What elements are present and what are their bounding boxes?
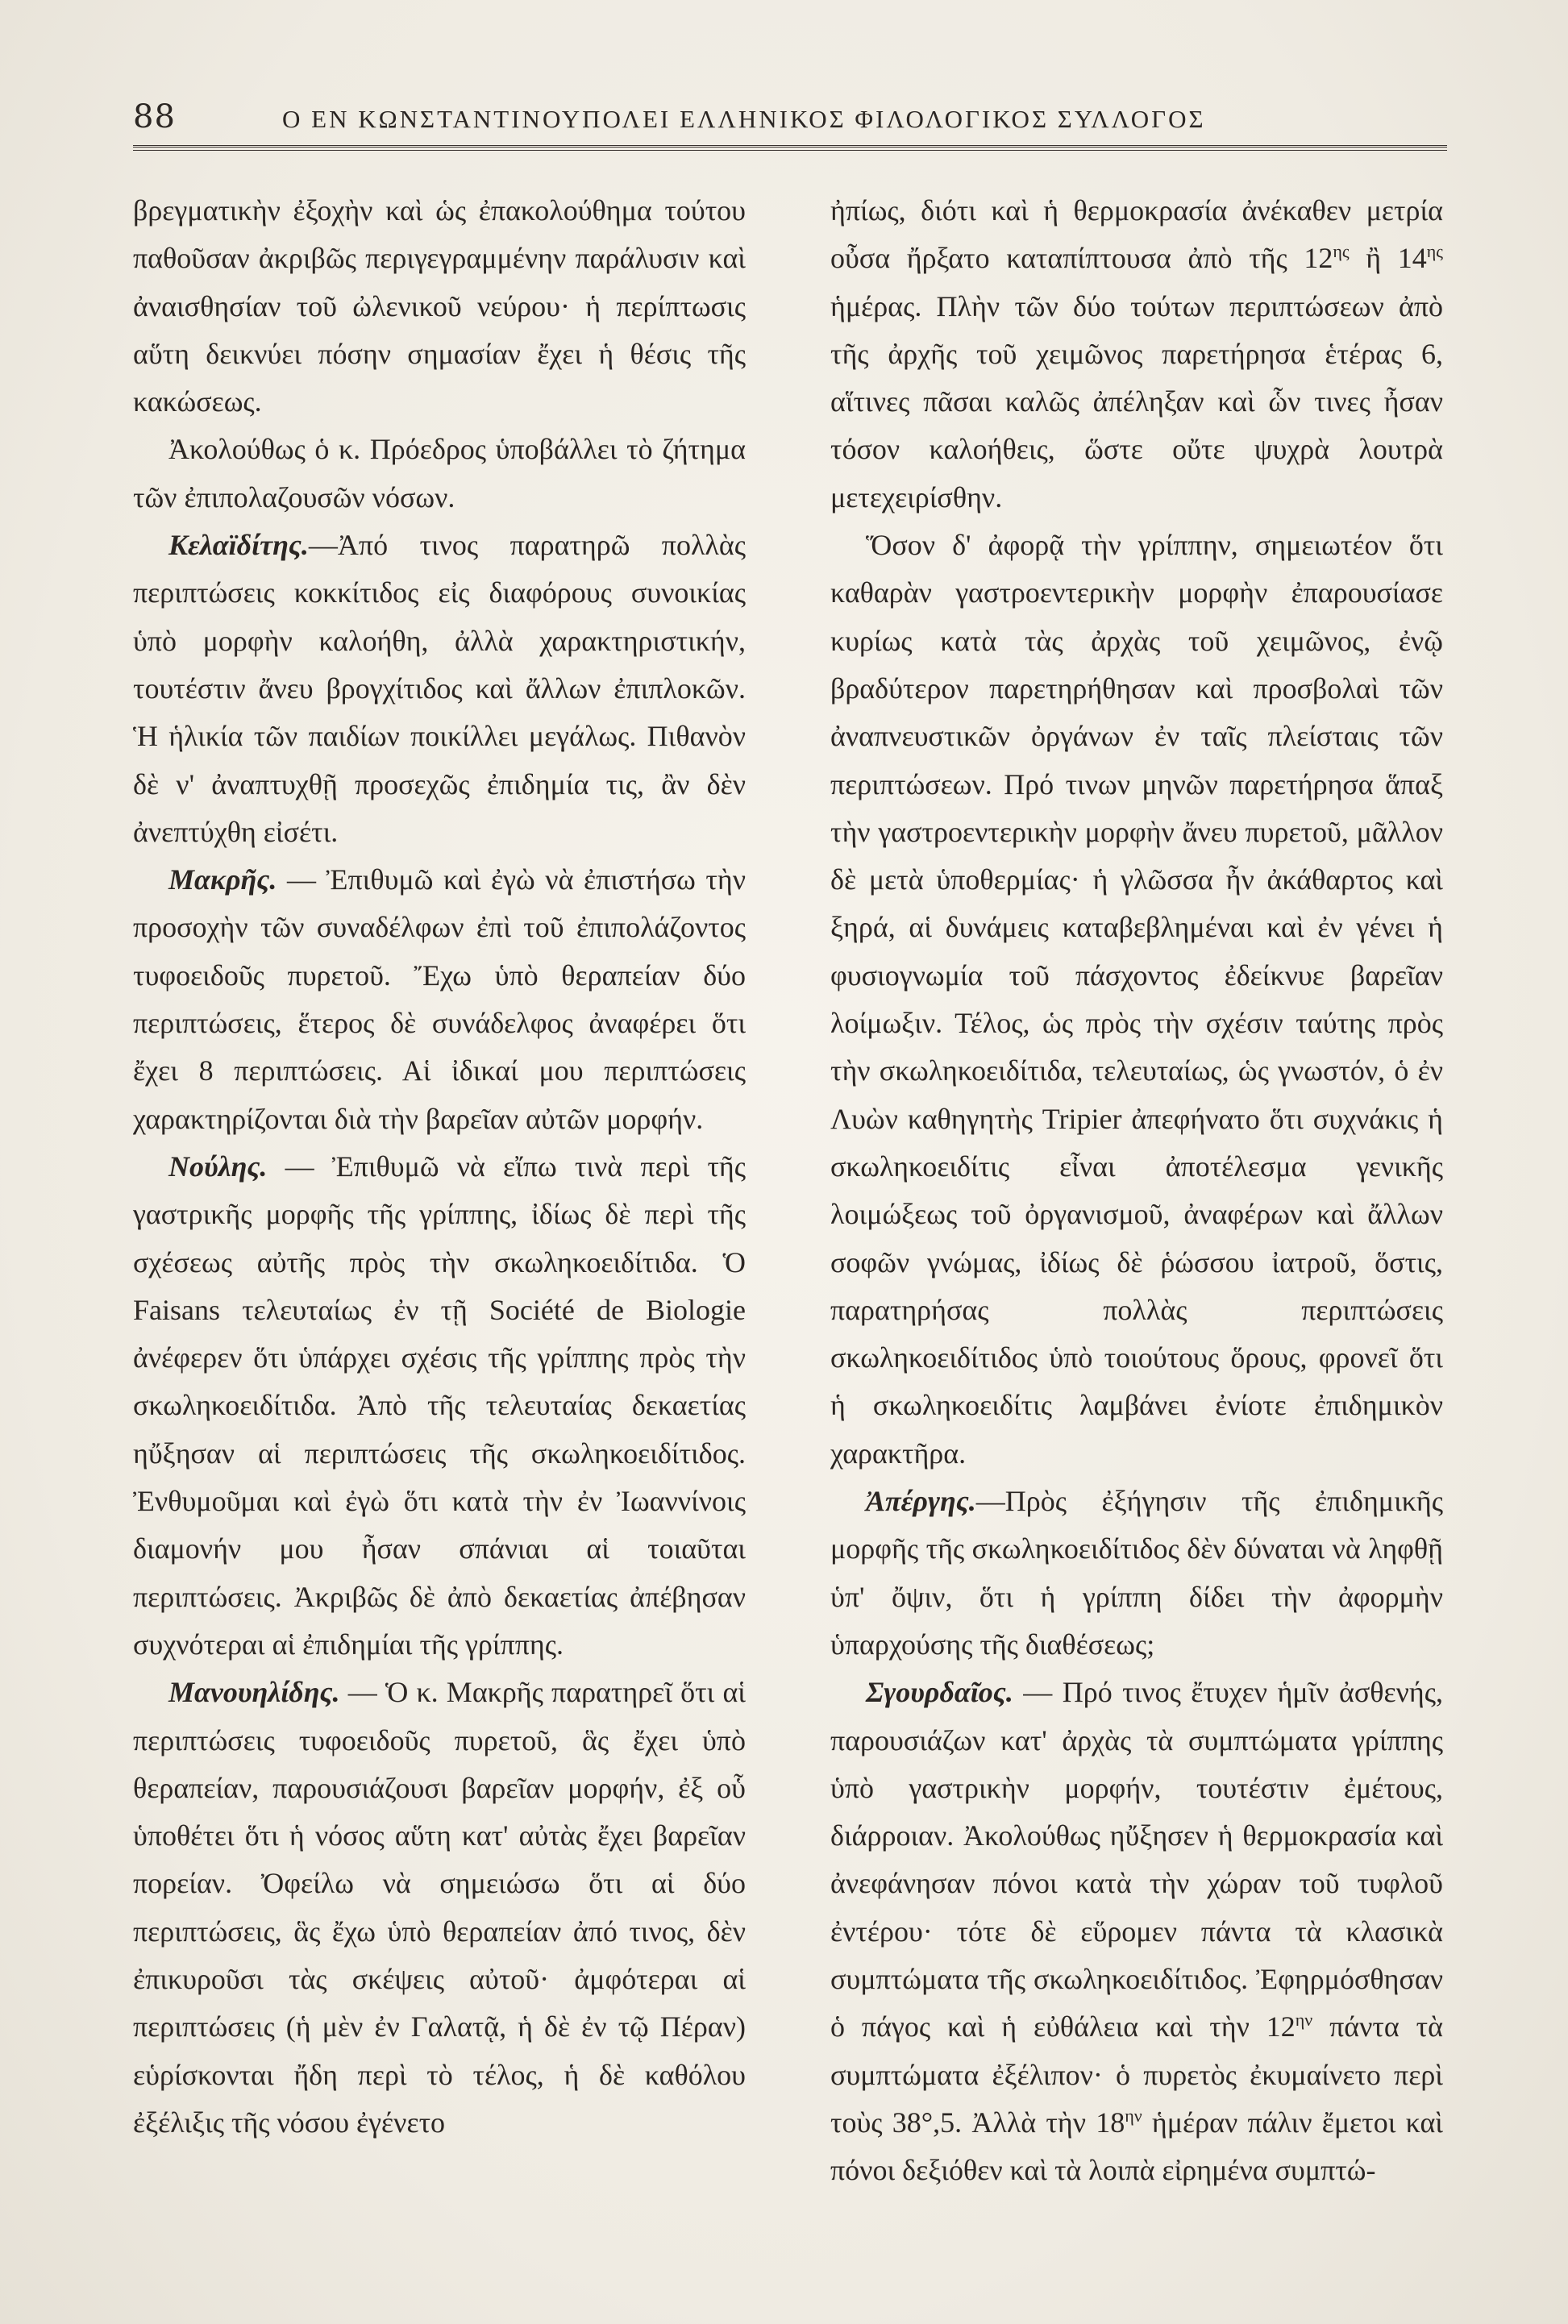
speaker-name: Μακρῆς. [168, 863, 277, 896]
speaker-text: —Πρὸς ἐξήγησιν τῆς ἐπιδημικῆς μορφῆς τῆς σκωληκοειδίτιδος δὲν δύναται νὰ ληφθῇ ὑπ' ὄψιν, ὅτι ἡ γρίππη δίδει τὴν ἀφορμὴν ὑπαρχούσης τῆς διαθέσεως; [830, 1485, 1443, 1661]
ordinal-suffix: ην [1295, 2010, 1313, 2031]
speaker-paragraph [133, 1669, 746, 2147]
ordinal-suffix: ης [1426, 241, 1444, 262]
left-column [133, 187, 746, 2147]
speaker-name: Νούλης. [168, 1150, 268, 1183]
text-run: ἡμέραν πάλιν ἔμετοι καὶ πόνοι δεξιόθεν καὶ τὰ λοιπὰ εἰρημένα συμπτώ- [830, 2106, 1443, 2187]
speaker-name: Ἀπέργης. [866, 1485, 976, 1518]
ordinal-suffix: ης [1333, 241, 1350, 262]
text-run: ἠπίως, διότι καὶ ἡ θερμοκρασία ἀνέκαθεν μετρία οὖσα ἤρξατο καταπίπτουσα ἀπὸ τῆς 12 [830, 194, 1443, 275]
speaker-text: — Ἐπιθυμῶ νὰ εἴπω τινὰ περὶ τῆς γαστρικῆς μορφῆς τῆς γρίππης, ἰδίως δὲ περὶ τῆς σχέσεως αὐτῆς πρὸς τὴν σκωληκοειδίτιδα. Ὁ Faisans τελευταίως ἐν τῇ Société de Biologie ἀνέφερεν ὅτι ὑπάρχει σχέσις τῆς γρίππης πρὸς τὴν σκωληκοειδίτιδα. Ἀπὸ τῆς τελευταίας δεκαετίας ηὔξησαν αἱ περιπτώσεις τῆς σκωληκοειδίτιδος. Ἐνθυμοῦμαι καὶ ἐγὼ ὅτι κατὰ τὴν ἐν Ἰωαννίνοις διαμονήν μου ἦσαν σπάνιαι αἱ τοιαῦται περιπτώσεις. Ἀκριβῶς δὲ ἀπὸ δεκαετίας ἀπέβησαν συχνότεραι αἱ ἐπιδημίαι τῆς γρίππης. [133, 1150, 746, 1661]
speaker-paragraph [133, 522, 746, 856]
text-run: ἢ 14 [1349, 242, 1427, 275]
right-column [830, 187, 1443, 2194]
text-run: πάντα τὰ συμπτώματα ἐξέλιπον· ὁ πυρετὸς ἐκυμαίνετο περὶ τοὺς 38°,5. Ἀλλὰ τὴν 18 [830, 2010, 1443, 2139]
page-header [133, 98, 1447, 147]
speaker-paragraph [830, 1478, 1443, 1669]
speaker-paragraph [830, 1669, 1443, 2194]
speaker-name: Κελαϊδίτης. [168, 529, 309, 562]
speaker-text: — Ὁ κ. Μακρῆς παρατηρεῖ ὅτι αἱ περιπτώσεις τυφοειδοῦς πυρετοῦ, ἃς ἔχει ὑπὸ θεραπείαν, παρουσιάζουσι βαρεῖαν μορφήν, ἐξ οὗ ὑποθέτει ὅτι ἡ νόσος αὕτη κατ' αὐτὰς ἔχει βαρεῖαν πορείαν. Ὀφείλω νὰ σημειώσω ὅτι αἱ δύο περιπτώσεις, ἃς ἔχω ὑπὸ θεραπείαν ἀπό τινος, δὲν ἐπικυροῦσι τὰς σκέψεις αὐτοῦ· ἀμφότεραι αἱ περιπτώσεις (ἡ μὲν ἐν Γαλατᾷ, ἡ δὲ ἐν τῷ Πέραν) εὑρίσκονται ἤδη περὶ τὸ τέλος, ἡ δὲ καθόλου ἐξέλιξις τῆς νόσου ἐγένετο [133, 1676, 746, 2139]
text-run: ἡμέρας. Πλὴν τῶν δύο τούτων περιπτώσεων ἀπὸ τῆς ἀρχῆς τοῦ χειμῶνος παρετήρησα ἑτέρας 6, αἵτινες πᾶσαι καλῶς ἀπέληξαν καὶ ὧν τινες ἦσαν τόσον καλοήθεις, ὥστε οὔτε ψυχρὰ λουτρὰ μετεχειρίσθην. [830, 289, 1443, 513]
speaker-paragraph [133, 856, 746, 1143]
text-run: — Πρό τινος ἔτυχεν ἡμῖν ἀσθενής, παρουσιάζων κατ' ἀρχὰς τὰ συμπτώματα γρίππης ὑπὸ γαστρικὴν μορφήν, τουτέστιν ἐμέτους, διάρροιαν. Ἀκολούθως ηὔξησεν ἡ θερμοκρασία καὶ ἀνεφάνησαν πόνοι κατὰ τὴν χώραν τοῦ τυφλοῦ ἐντέρου· τότε δὲ εὕρομεν πάντα τὰ κλασικὰ συμπτώματα τῆς σκωληκοειδίτιδος. Ἐφηρμόσθησαν ὁ πάγος καὶ ἡ εὐθάλεια καὶ τὴν 12 [830, 1676, 1443, 2043]
speaker-text: —Ἀπό τινος παρατηρῶ πολλὰς περιπτώσεις κοκκίτιδος εἰς διαφόρους συνοικίας ὑπὸ μορφὴν καλοήθη, ἀλλὰ χαρακτηριστικήν, τουτέστιν ἄνευ βρογχίτιδος καὶ ἄλλων ἐπιπλοκῶν. Ἡ ἡλικία τῶν παιδίων ποικίλλει μεγάλως. Πιθανὸν δὲ ν' ἀναπτυχθῇ προσεχῶς ἐπιδημία τις, ἂν δὲν ἀνεπτύχθη εἰσέτι. [133, 529, 746, 848]
paragraph: Ὅσον δ' ἀφορᾷ τὴν γρίππην, σημειωτέον ὅτι καθαρὰν γαστροεντερικὴν μορφὴν ἐπαρουσίασε κυρίως κατὰ τὰς ἀρχὰς τοῦ χειμῶνος, ἐνῷ βραδύτερον παρετηρήθησαν καὶ προσβολαὶ τῶν ἀναπνευστικῶν ὀργάνων ἐν ταῖς πλείσταις τῶν περιπτώσεων. Πρό τινων μηνῶν παρετήρησα ἅπαξ τὴν γαστροεντερικὴν μορφὴν ἄνευ πυρετοῦ, μᾶλλον δὲ μετὰ ὑποθερμίας· ἡ γλῶσσα ἦν ἀκάθαρτος καὶ ξηρά, αἱ δυνάμεις καταβεβλημέναι καὶ ἐν γένει ἡ φυσιογνωμία τοῦ πάσχοντος ἐδείκνυε βαρεῖαν λοίμωξιν. Τέλος, ὡς πρὸς τὴν σχέσιν ταύτης πρὸς τὴν σκωληκοειδίτιδα, τελευταίως, ὡς γνωστόν, ὁ ἐν Λυὼν καθηγητὴς Tripier ἀπεφήνατο ὅτι συχνάκις ἡ σκωληκοειδίτις εἶναι ἀποτέλεσμα γενικῆς λοιμώξεως τοῦ ὀργανισμοῦ, ἀναφέρων καὶ ἄλλων σοφῶν γνώμας, ἰδίως δὲ ῥώσσου ἰατροῦ, ὅστις, παρατηρήσας πολλὰς περιπτώσεις σκωληκοειδίτιδος ὑπὸ τοιούτους ὅρους, φρονεῖ ὅτι ἡ σκωληκοειδίτις λαμβάνει ἐνίοτε ἐπιδημικὸν χαρακτῆρα. [830, 529, 1443, 1470]
paragraph [830, 187, 1443, 522]
page-number: 88 [133, 98, 176, 135]
ordinal-suffix: ην [1125, 2105, 1142, 2126]
running-title: Ο ΕΝ ΚΩΝΣΤΑΝΤΙΝΟΥΠΟΛΕΙ ΕΛΛΗΝΙΚΟΣ ΦΙΛΟΛΟΓΙΚΟΣ ΣΥΛΛΟΓΟΣ [282, 105, 1206, 133]
speaker-name: Μανουηλίδης. [168, 1676, 340, 1709]
paragraph: βρεγματικὴν ἐξοχὴν καὶ ὡς ἐπακολούθημα τούτου παθοῦσαν ἀκριβῶς περιγεγραμμένην παράλυσιν καὶ ἀναισθησίαν τοῦ ὠλενικοῦ νεύρου· ἡ περίπτωσις αὕτη δεικνύει πόσην σημασίαν ἔχει ἡ θέσις τῆς κακώσεως. [133, 194, 746, 418]
speaker-paragraph [133, 1143, 746, 1669]
speaker-text: — Ἐπιθυμῶ καὶ ἐγὼ νὰ ἐπιστήσω τὴν προσοχὴν τῶν συναδέλφων ἐπὶ τοῦ ἐπιπολάζοντος τυφοειδοῦς πυρετοῦ. Ἔχω ὑπὸ θεραπείαν δύο περιπτώσεις, ἕτερος δὲ συνάδελφος ἀναφέρει ὅτι ἔχει 8 περιπτώσεις. Αἱ ἰδικαί μου περιπτώσεις χαρακτηρίζονται διὰ τὴν βαρεῖαν αὐτῶν μορφήν. [133, 863, 746, 1135]
paragraph: Ἀκολούθως ὁ κ. Πρόεδρος ὑποβάλλει τὸ ζήτημα τῶν ἐπιπολαζουσῶν νόσων. [133, 433, 746, 513]
header-rule [133, 145, 1447, 151]
speaker-name: Σγουρδαῖος. [866, 1676, 1013, 1709]
